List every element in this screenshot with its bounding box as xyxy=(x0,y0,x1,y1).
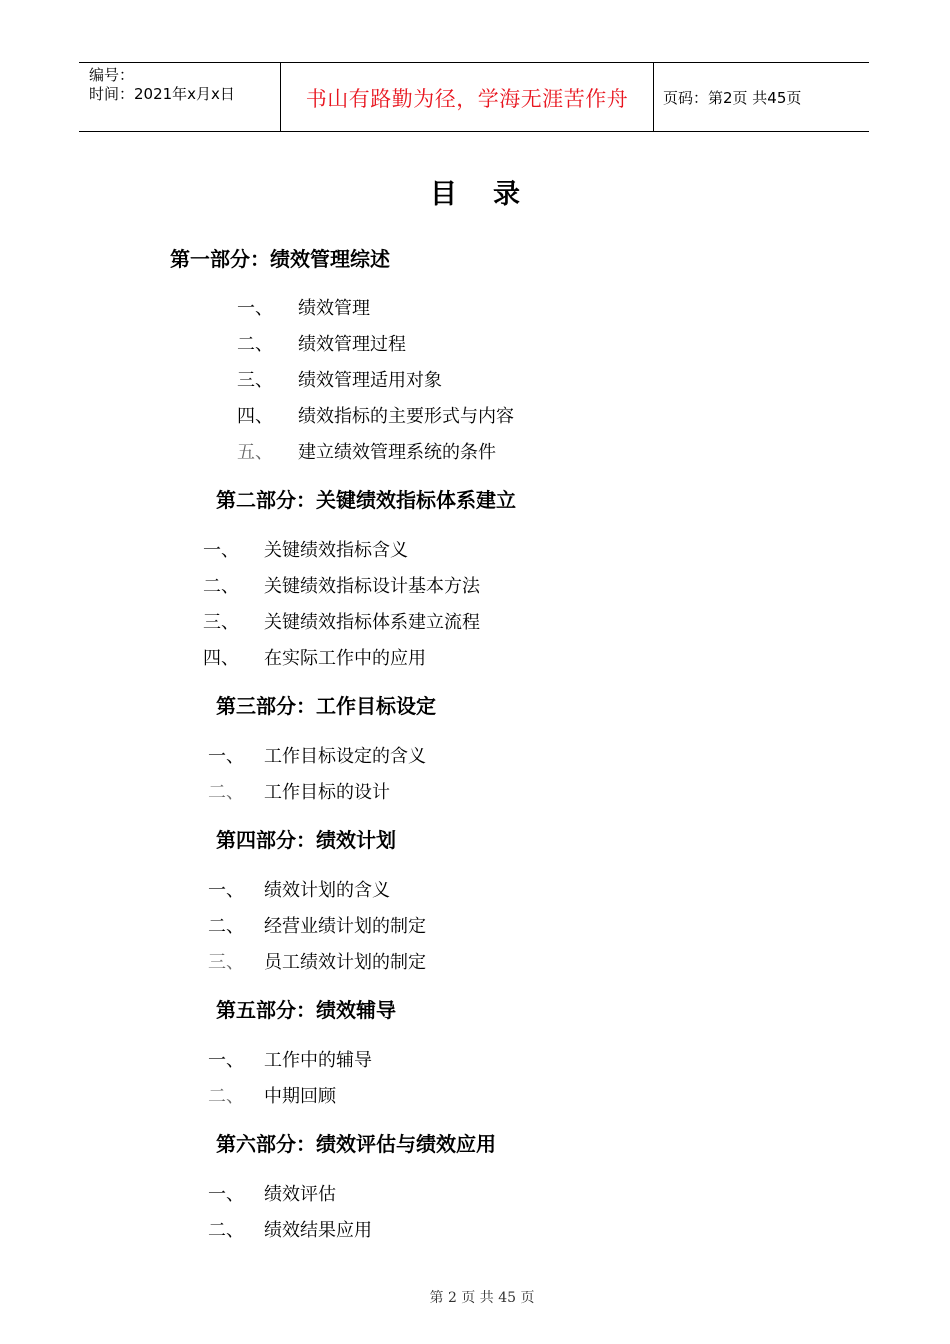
toc-item-number: 五、 xyxy=(237,442,273,463)
toc-item-number: 四、 xyxy=(237,406,273,427)
toc-part-title: 第二部分：关键绩效指标体系建立 xyxy=(216,488,516,512)
toc-item-number: 二、 xyxy=(208,1086,244,1107)
toc-item-text: 在实际工作中的应用 xyxy=(264,648,426,669)
toc-item-text: 绩效评估 xyxy=(264,1184,336,1205)
toc-item-number: 二、 xyxy=(237,334,273,355)
toc-item-number: 一、 xyxy=(208,1184,244,1205)
toc-item-text: 工作目标的设计 xyxy=(264,782,390,803)
toc-item-text: 关键绩效指标设计基本方法 xyxy=(264,576,480,597)
toc-item-text: 绩效计划的含义 xyxy=(264,880,390,901)
toc-part-title: 第五部分：绩效辅导 xyxy=(216,998,396,1022)
page-header xyxy=(79,62,869,132)
toc-item-text: 绩效管理适用对象 xyxy=(298,370,442,391)
header-meta-cell xyxy=(79,63,281,131)
toc-item-number: 一、 xyxy=(203,540,239,561)
toc-item-text: 关键绩效指标含义 xyxy=(264,540,408,561)
toc-item-text: 员工绩效计划的制定 xyxy=(264,952,426,973)
toc-item-number: 三、 xyxy=(203,612,239,633)
header-page-cell xyxy=(654,63,869,131)
toc-item-text: 绩效结果应用 xyxy=(264,1220,372,1241)
toc-item-number: 三、 xyxy=(208,952,244,973)
header-page-info: 页码：第2页 共45页 xyxy=(663,88,802,107)
toc-item-text: 工作中的辅导 xyxy=(264,1050,372,1071)
toc-item-number: 一、 xyxy=(237,298,273,319)
toc-part-title: 第四部分：绩效计划 xyxy=(216,828,396,852)
document-code-label: 编号： xyxy=(89,66,135,84)
toc-item-text: 建立绩效管理系统的条件 xyxy=(298,442,496,463)
toc-item-number: 一、 xyxy=(208,746,244,767)
toc-item-text: 工作目标设定的含义 xyxy=(264,746,426,767)
toc-item-text: 绩效管理 xyxy=(298,298,370,319)
toc-item-text: 绩效指标的主要形式与内容 xyxy=(298,406,514,427)
toc-item-number: 一、 xyxy=(208,1050,244,1071)
toc-item-number: 二、 xyxy=(203,576,239,597)
toc-part-title: 第三部分：工作目标设定 xyxy=(216,694,436,718)
header-motto-cell xyxy=(281,63,654,131)
toc-part-title: 第一部分：绩效管理综述 xyxy=(170,247,390,271)
toc-title: 目录 xyxy=(430,179,556,210)
toc-item-number: 二、 xyxy=(208,916,244,937)
toc-item-number: 四、 xyxy=(203,648,239,669)
toc-item-text: 绩效管理过程 xyxy=(298,334,406,355)
toc-part-title: 第六部分：绩效评估与绩效应用 xyxy=(216,1132,496,1156)
toc-item-number: 一、 xyxy=(208,880,244,901)
toc-item-text: 经营业绩计划的制定 xyxy=(264,916,426,937)
toc-item-text: 关键绩效指标体系建立流程 xyxy=(264,612,480,633)
document-time-label: 时间：2021年x月x日 xyxy=(89,85,235,103)
toc-item-number: 二、 xyxy=(208,1220,244,1241)
page-footer: 第 2 页 共 45 页 xyxy=(429,1290,535,1306)
toc-item-number: 三、 xyxy=(237,370,273,391)
header-motto: 书山有路勤为径，学海无涯苦作舟 xyxy=(305,87,629,111)
toc-item-number: 二、 xyxy=(208,782,244,803)
toc-item-text: 中期回顾 xyxy=(264,1086,336,1107)
